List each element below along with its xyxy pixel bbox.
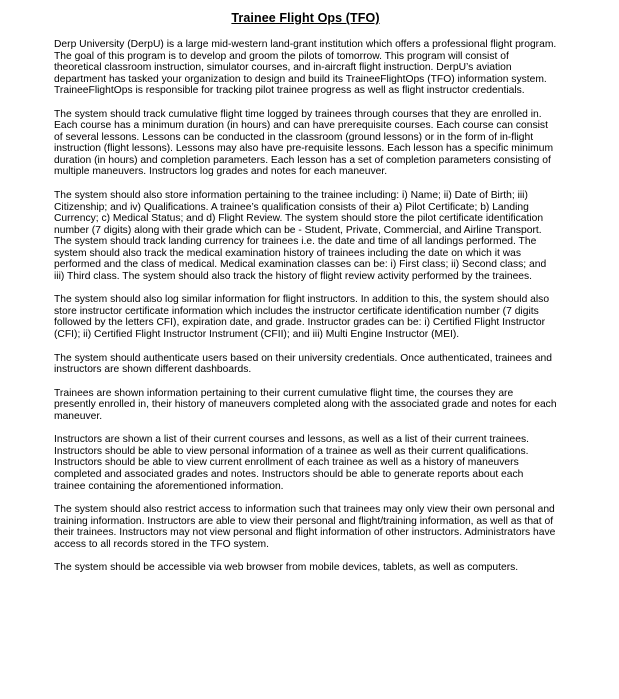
paragraph-trainee-information: The system should also store information pertaining to the trainee including: i) Name; ii) Date of Birth; iii) Citizenship; and iv) Qualifications. A trainee’s qualification consists of their a) Pilot Certificate; b) Landing Currency; c) Medical Status; and d) Flight Review. The system should store the pilot certificate identification number (7 digits) along with their grade which can be - Student, Private, Commercial, and Airline Transport. The system should track landing currency for trainees i.e. the date and time of all landings performed. The system should also track the medical examination history of trainees including the date on which it was performed and the class of medical. Medical examination classes can be: i) First class; ii) Second class; and iii) Third class. The system should also track the history of flight review activity performed by the trainees. bbox=[54, 190, 547, 282]
paragraph-accessibility: The system should be accessible via web browser from mobile devices, tablets, as well as computers. bbox=[54, 562, 519, 574]
paragraph-courses-lessons: The system should track cumulative flight time logged by trainees through courses that they are enrolled in. Each course has a minimum duration (in hours) and can have prerequisite courses. Each course can consist of several lessons. Lessons can be conducted in the classroom (ground lessons) or in the form of in-flight instruction (flight lessons). Lessons may also have pre-requisite lessons. Each lesson has a specific minimum duration (in hours) and completion parameters. Each lesson has a set of completion parameters consisting of multiple maneuvers. Instructors log grades and notes for each maneuver. bbox=[54, 108, 554, 178]
paragraph-program-overview: Derp University (DerpU) is a large mid-western land-grant institution which offers a professional flight program. The goal of this program is to develop and groom the pilots of tomorrow. This program will consist of theoretical classroom instruction, simulator courses, and in-aircraft flight instruction. DerpU’s aviation department has tasked your organization to design and build its TraineeFlightOps (TFO) information system. TraineeFlightOps is responsible for tracking pilot trainee progress as well as flight instructor credentials. bbox=[54, 39, 557, 97]
paragraph-authentication: The system should authenticate users based on their university credentials. Once authenticated, trainees and instructors are shown different dashboards. bbox=[54, 352, 552, 376]
paragraph-instructor-dashboard: Instructors are shown a list of their current courses and lessons, as well as a list of their current trainees. Instructors should be able to view personal information of a trainee as well as their current qualifications. Instructors should be able to view current enrollment of each trainee as well as a history of maneuvers completed and associated grades and notes. Instructors should be able to generate reports about each trainee containing the aforementioned information. bbox=[54, 434, 530, 492]
document-title: Trainee Flight Ops (TFO) bbox=[231, 11, 380, 25]
paragraph-trainee-dashboard: Trainees are shown information pertaining to their current cumulative flight time, the courses they are presently enrolled in, their history of maneuvers completed along with the associated grade and notes for each maneuver. bbox=[54, 387, 557, 422]
paragraph-instructor-information: The system should also log similar information for flight instructors. In addition to this, the system should also store instructor certificate information which includes the instructor certificate identification number (7 digits followed by the letters CFI), expiration date, and grade. Instructor grades can be: i) Certified Flight Instructor (CFI); ii) Certified Flight Instructor Instrument (CFII); and iii) Multi Engine Instructor (MEI). bbox=[54, 294, 550, 341]
paragraph-access-restriction: The system should also restrict access to information such that trainees may only view their own personal and training information. Instructors are able to view their personal and flight/training information, as well as that of their trainees. Instructors may not view personal and flight information of other instructors. Administrators have access to all records stored in the TFO system. bbox=[54, 504, 556, 550]
